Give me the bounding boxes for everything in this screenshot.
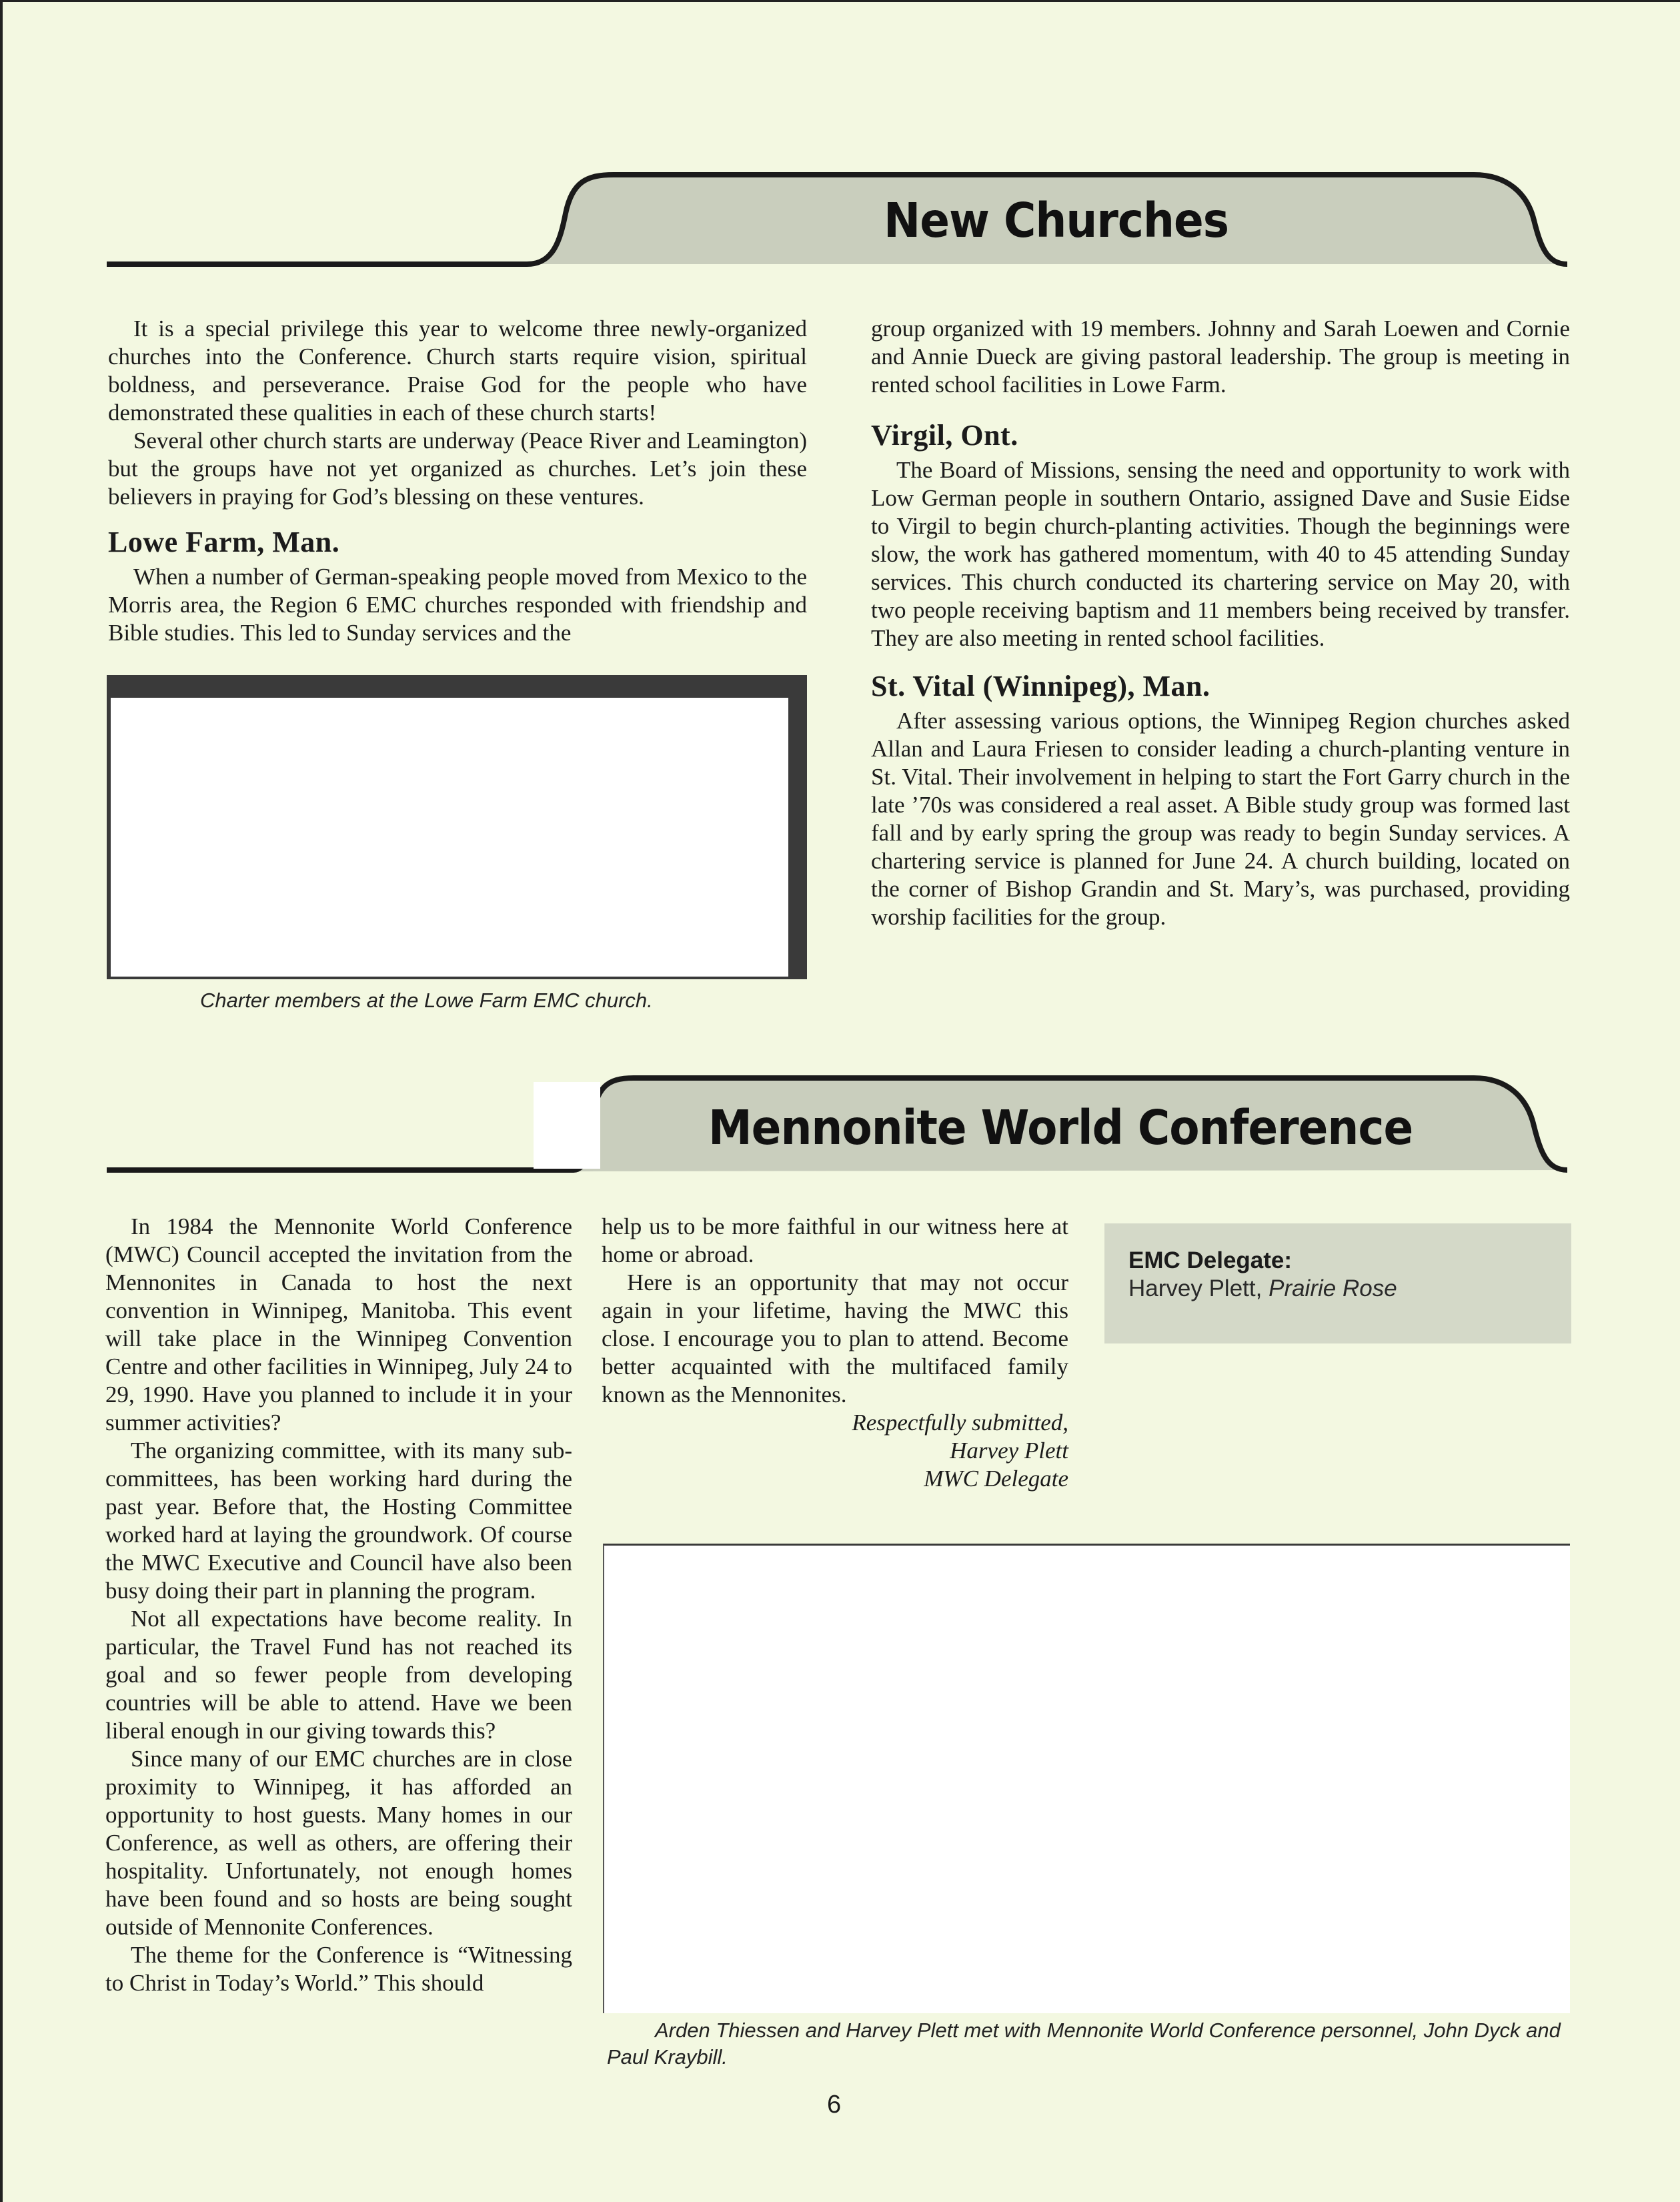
section-title: New Churches [884,192,1229,249]
mwc-photo-redacted [603,1544,1570,2013]
mwc-paragraph: help us to be more faithful in our witness here at home or abroad. [602,1213,1068,1267]
mwc-paragraph: Not all expectations have become reality. In particular, the Travel Fund has not reached its goal and so fewer people from developing countries will be able to attend. Have we been liberal enough in our giving towards this? [105,1606,572,1744]
mwc-paragraph: Since many of our EMC churches are in close proximity to Winnipeg, it has afforded an opportunity to host guests. Many homes in our Conference, as well as others, are offering their hospitality. Unfortunately, not enough homes have been found and so hosts are being sought outside of Mennonite Conferences. [105,1746,572,1940]
mwc-paragraph: In 1984 the Mennonite World Conference (MWC) Council accepted the invitation from the Mennonites in Canada to host the next convention in Winnipeg, Manitoba. This event will take place in the Winnipeg Convention Centre and other facilities in Winnipeg, July 24 to 29, 1990. Have you planned to include it in your summer activities? [105,1213,572,1436]
st-vital-paragraph: After assessing various options, the Winnipeg Region churches asked Allan and Laura Friesen to consider leading a church-planting venture in St. Vital. Their involvement in helping to start the Fort Garry church in the late ’70s was considered a real asset. A Bible study group was formed last fall and by early spring the group was ready to begin Sunday services. A chartering service is planned for June 24. A church building, located on the corner of Bishop Grandin and St. Mary’s, was purchased, providing worship facilities for the group. [871,708,1570,930]
mwc-paragraph: The organizing committee, with its many sub-committees, has been working hard during the past year. Before that, the Hosting Committee worked hard at laying the groundwork. Of course the MWC Executive and Council have also been busy doing their part in planning the program. [105,1438,572,1604]
signoff [602,1409,1068,1493]
signoff-name: Harvey Plett [950,1438,1068,1464]
subheading-virgil: Virgil, Ont. [871,419,1018,452]
signoff-line: Respectfully submitted, [852,1410,1068,1436]
intro-paragraph: It is a special privilege this year to welcome three newly-organized churches into the Conference. Church starts require vision, spiritual boldness, and perseverance. Praise God for the people who have demonstrated these qualities in each of these church starts! [108,316,807,426]
section-title: Mennonite World Conference [708,1099,1413,1156]
mwc-column-1 [105,1213,572,1997]
redaction-block [534,1082,600,1169]
mwc-column-2 [602,1213,1068,1493]
mwc-paragraph: Here is an opportunity that may not occur again in your lifetime, having the MWC this close. I encourage you to plan to attend. Become better acquainted with the multifaced family known as the Mennonites. [602,1269,1068,1408]
subheading-st-vital: St. Vital (Winnipeg), Man. [871,670,1210,702]
intro-paragraph: Several other church starts are underway (Peace River and Leamington) but the groups have not yet organized as churches. Let’s join these believers in praying for God’s blessing on these ventures. [108,428,807,510]
delegate-name: Harvey Plett, [1128,1275,1263,1301]
delegate-name-line [1128,1275,1397,1302]
virgil-paragraph: The Board of Missions, sensing the need and opportunity to work with Low German people in southern Ontario, assigned Dave and Susie Eidse to Virgil to begin church-planting activities. Though the beginnings were slow, the work has gathered momentum, with 40 to 45 attending Sunday services. This church conducted its chartering service on May 20, with two people receiving baptism and 11 members being received by transfer. They are also meeting in rented school facilities. [871,457,1570,651]
lowe-farm-photo-caption: Charter members at the Lowe Farm EMC church. [200,989,653,1012]
page-number: 6 [827,2091,842,2119]
lowe-farm-paragraph: When a number of German-speaking people moved from Mexico to the Morris area, the Region 6 EMC churches responded with friendship and Bible studies. This led to Sunday services and the [108,564,807,646]
subheading-lowe-farm: Lowe Farm, Man. [108,526,340,558]
mwc-photo-caption: Arden Thiessen and Harvey Plett met with Mennonite World Conference personnel, John Dyck and Paul Kraybill. [607,2019,1561,2069]
signoff-title: MWC Delegate [924,1466,1068,1492]
delegate-church: Prairie Rose [1269,1275,1397,1301]
lowe-farm-paragraph-continued: group organized with 19 members. Johnny and Sarah Loewen and Cornie and Annie Dueck are giving pastoral leadership. The group is meeting in rented school facilities in Lowe Farm. [871,316,1570,398]
mwc-paragraph: The theme for the Conference is “Witnessing to Christ in Today’s World.” This should [105,1942,572,1996]
delegate-label: EMC Delegate: [1128,1247,1293,1273]
delegate-box [1104,1223,1571,1343]
